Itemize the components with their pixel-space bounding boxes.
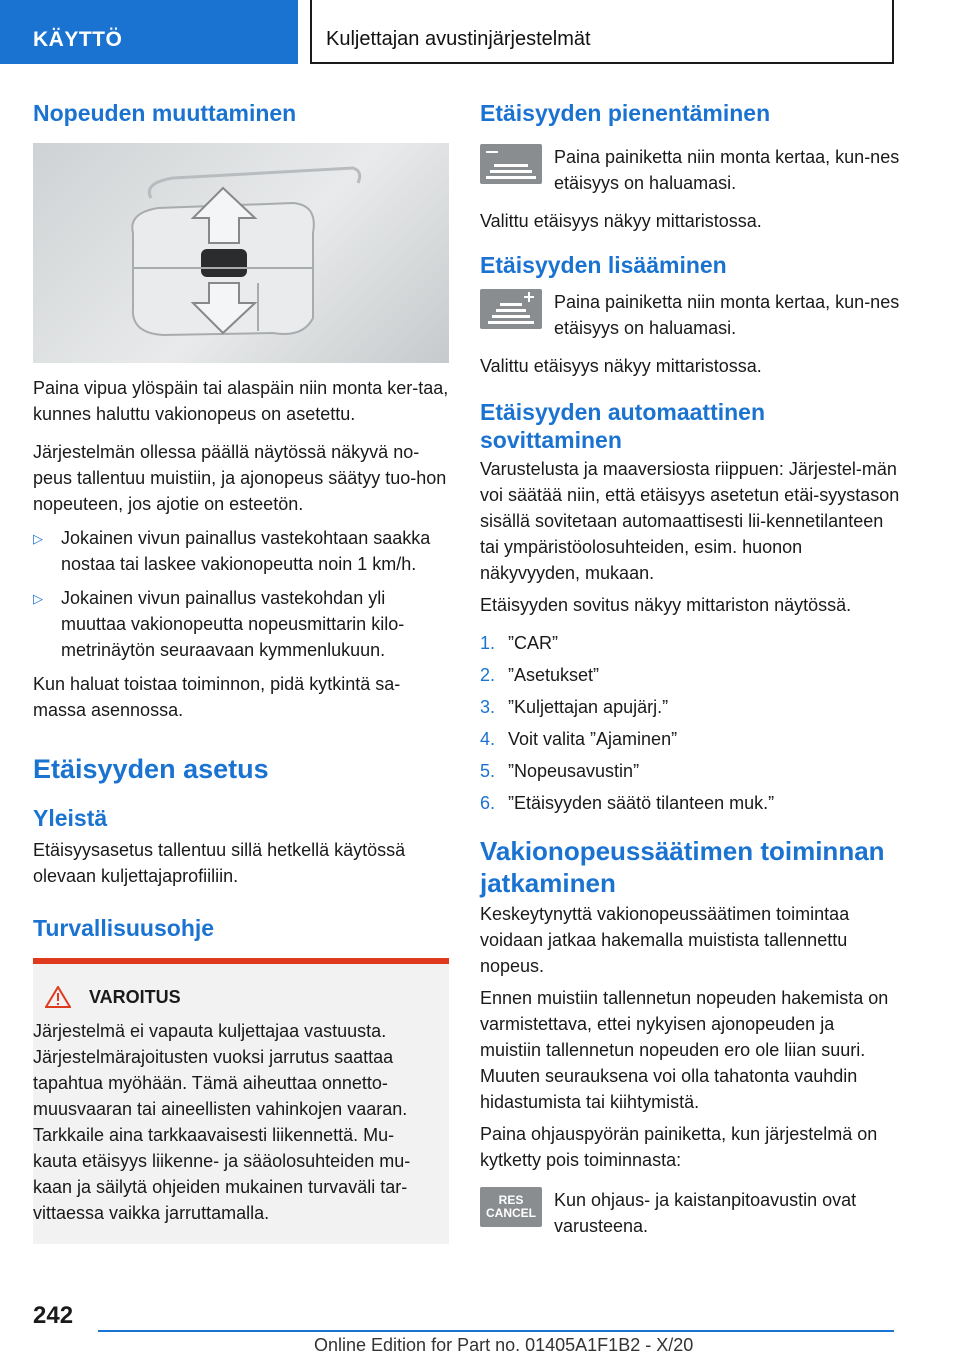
step-number: 2.: [480, 665, 496, 686]
header-title: Kuljettajan avustinjärjestelmät: [326, 28, 591, 50]
res-cancel-icon: [480, 1187, 542, 1227]
step-number: 4.: [480, 729, 496, 750]
warning-triangle-icon: [45, 986, 71, 1008]
distance-increase-icon: [480, 289, 542, 329]
heading-general: Yleistä: [33, 804, 108, 831]
list-item: [33, 585, 449, 663]
general-paragraph: Etäisyysasetus tallentuu sillä hetkellä käytössä olevaan kuljettajaprofiiliin.: [33, 839, 406, 886]
step-text: ”Etäisyyden säätö tilanteen muk.”: [508, 793, 775, 814]
header-section-label: KÄYTTÖ: [33, 28, 123, 51]
step-number: 5.: [480, 761, 496, 782]
list-item: [480, 758, 900, 784]
step-text: ”CAR”: [508, 633, 558, 654]
resume-paragraph-2: Ennen muistiin tallennetun nopeuden hakemista on varmistettava, ettei nykyisen ajonopeuden ja muistiin tallennetun nopeuden ero ole liian suuri. Muuten seurauksena voi olla tahatonta vauhdin hidastumista tai kiihtymistä.: [480, 987, 889, 1112]
speed-paragraph-3: Kun haluat toistaa toiminnon, pidä kytkintä sa-massa asennossa.: [33, 673, 401, 720]
step-number: 6.: [480, 793, 496, 814]
heading-safety: Turvallisuusohje: [33, 914, 215, 941]
step-text: ”Nopeusavustin”: [508, 761, 640, 782]
list-item: [480, 790, 900, 816]
step-number: 3.: [480, 697, 496, 718]
footer-divider: [98, 1330, 894, 1332]
header-section-tab: [0, 0, 298, 64]
triangle-bullet-icon: ▷: [33, 530, 43, 546]
bullet-text: Jokainen vivun painallus vastekohdan yli muuttaa vakionopeutta nopeusmittarin kilo-metrinäytön seuraavaan kymmenlukuun.: [61, 587, 405, 660]
list-item: [480, 694, 900, 720]
warning-text: Järjestelmä ei vapauta kuljettajaa vastuusta. Järjestelmärajoitusten vuoksi jarrutus saattaa tapahtua myöhään. Tämä aiheuttaa onnetto-muusvaaran tai aineellisten vahinkojen vaaran. Tarkkaile aina tarkkaavaisesti liikennettä. Mu-kauta etäisyys liikenne- ja sääolosuhteiden mu-kaan ja säilytä ohjeiden mukainen turvaväli tar-vittaessa vaikka jarruttamalla.: [33, 1021, 411, 1224]
list-item: [33, 525, 449, 577]
distance-decrease-icon: [480, 144, 542, 184]
speed-paragraph-2: Järjestelmän ollessa päällä näytössä näkyvä no-peus tallentuu muistiin, ja ajonopeus säätyy tuo-hon nopeuteen, jos ajotie on esteetön.: [33, 441, 447, 514]
auto-paragraph-2: Etäisyyden sovitus näkyy mittariston näytössä.: [480, 595, 852, 616]
heading-distance-setting: Etäisyyden asetus: [33, 753, 269, 784]
heading-speed-change: Nopeuden muuttaminen: [33, 100, 297, 126]
warning-box: [33, 958, 449, 1244]
heading-decrease-distance: Etäisyyden pienentäminen: [480, 100, 771, 126]
res-icon-label: RES: [498, 1192, 524, 1207]
step-text: ”Kuljettajan apujärj.”: [508, 697, 669, 718]
triangle-bullet-icon: ▷: [33, 590, 43, 606]
footer-edition: Online Edition for Part no. 01405A1F1B2 - X/20: [314, 1335, 694, 1355]
right-column: [480, 100, 900, 1239]
list-item: [480, 662, 900, 688]
warning-title: VAROITUS: [89, 986, 181, 1007]
bullet-text: Jokainen vivun painallus vastekohtaan saakka nostaa tai laskee vakionopeutta noin 1 km/h.: [61, 527, 431, 574]
increase-shown-text: Valittu etäisyys näkyy mittaristossa.: [480, 356, 762, 377]
heading-auto-distance: Etäisyyden automaattinen sovittaminen: [480, 399, 766, 453]
resume-paragraph-3: Paina ohjauspyörän painiketta, kun järjestelmä on kytketty pois toiminnasta:: [480, 1123, 878, 1170]
left-column: [33, 100, 449, 1244]
step-text: ”Asetukset”: [508, 665, 600, 686]
steps-list: [480, 630, 900, 816]
auto-paragraph-1: Varustelusta ja maaversiosta riippuen: Järjestel-män voi säätää niin, että etäisyys asetetun etäi-syystason sisällä sovitetaan automaattisesti lii-kennetilanteen tai ympäristöolosuhteiden, esim. huonon näkyvyyden, mukaan.: [480, 459, 900, 584]
list-item: [480, 630, 900, 656]
res-text: Kun ohjaus- ja kaistanpitoavustin ovat varusteena.: [554, 1189, 857, 1236]
cancel-icon-label: CANCEL: [486, 1205, 536, 1220]
decrease-text: Paina painiketta niin monta kertaa, kun-nes etäisyys on haluamasi.: [554, 146, 900, 193]
list-item: [480, 726, 900, 752]
header-title-box: [310, 0, 894, 64]
decrease-shown-text: Valittu etäisyys näkyy mittaristossa.: [480, 210, 762, 231]
step-number: 1.: [480, 633, 496, 654]
increase-text: Paina painiketta niin monta kertaa, kun-nes etäisyys on haluamasi.: [554, 292, 900, 339]
steering-wheel-photo: [33, 143, 449, 363]
heading-increase-distance: Etäisyyden lisääminen: [480, 251, 727, 278]
heading-resume: Vakionopeussäätimen toiminnan jatkaminen: [480, 836, 885, 898]
step-text: Voit valita ”Ajaminen”: [508, 729, 678, 750]
speed-paragraph-1: Paina vipua ylöspäin tai alaspäin niin monta ker-taa, kunnes haluttu vakionopeus on asetettu.: [33, 377, 449, 424]
resume-paragraph-1: Keskeytynyttä vakionopeussäätimen toimintaa voidaan jatkaa hakemalla muistista tallennettu nopeus.: [480, 903, 850, 976]
page-number: 242: [33, 1302, 74, 1329]
